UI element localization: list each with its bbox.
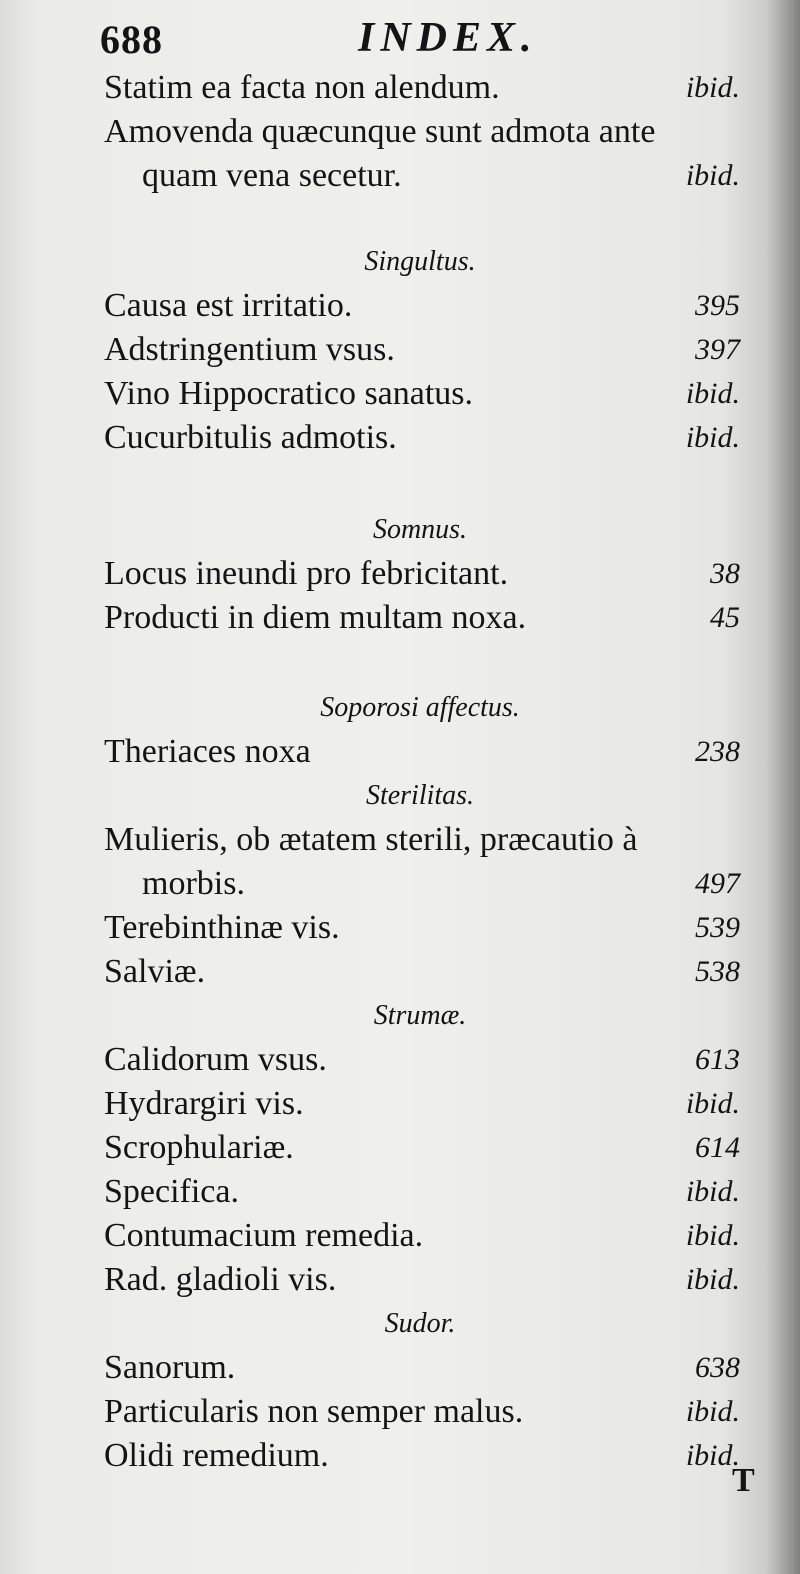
index-section-singultus [100,240,740,460]
index-section-somnus [100,508,740,640]
catchword: T [732,1462,755,1499]
running-head: INDEX. [358,15,538,61]
page-gutter-shadow [766,0,800,1574]
entry-text: Sanorum. [104,1349,236,1386]
entry-text: Statim ea facta non alendum. [104,69,500,106]
index-entry [100,596,740,640]
index-section-sterilitas [100,774,740,994]
section-heading: Soporosi affectus. [320,692,520,723]
entry-page-ref: ibid. [685,421,740,454]
entry-text: Mulieris, ob ætatem sterili, præcautio à [104,821,638,858]
index-entry [100,906,740,950]
index-entry [100,1170,740,1214]
entry-page-ref: 614 [695,1131,740,1164]
section-heading: Somnus. [372,514,468,545]
page-header [100,10,620,66]
entry-page-ref: 497 [695,867,740,900]
index-entry-continuation [100,154,740,198]
entry-text: Vino Hippocratico sanatus. [104,375,474,412]
index-section-sudor [100,1302,740,1478]
page-number: 688 [100,17,163,62]
entry-text: Specifica. [104,1173,239,1210]
entry-page-ref: 397 [695,333,740,366]
entry-page-ref: ibid. [685,159,740,192]
index-entry [100,1126,740,1170]
section-heading: Strumæ. [373,1000,467,1031]
entry-page-ref: 613 [695,1043,740,1076]
index-entry [100,818,740,862]
index-section-continuation [100,66,740,198]
index-entry-continuation [100,862,740,906]
entry-text: Particularis non semper malus. [104,1393,524,1430]
index-entry [100,284,740,328]
entry-page-ref: ibid. [685,1395,740,1428]
entry-text: Rad. gladioli vis. [104,1261,337,1298]
entry-page-ref: ibid. [685,1439,740,1472]
index-entry [100,1434,740,1478]
index-entry [100,1038,740,1082]
entry-text: Adstringentium vsus. [104,331,395,368]
index-entry [100,552,740,596]
entry-text: Scrophulariæ. [104,1129,294,1166]
index-entry [100,1214,740,1258]
entry-page-ref: 395 [695,289,740,322]
entry-page-ref: ibid. [685,71,740,104]
entry-text: Producti in diem multam noxa. [104,599,527,636]
index-entry [100,1390,740,1434]
entry-page-ref: ibid. [685,377,740,410]
index-entry [100,328,740,372]
index-entry [100,1082,740,1126]
entry-text: Salviæ. [104,953,206,990]
section-heading: Singultus. [364,246,476,277]
entry-page-ref: 539 [695,911,740,944]
index-entry [100,730,740,774]
entry-text: Causa est irritatio. [104,287,353,324]
section-heading: Sudor. [384,1308,456,1339]
index-entry [100,372,740,416]
entry-page-ref: 538 [695,955,740,988]
entry-text: Hydrargiri vis. [104,1085,304,1122]
index-entry [100,950,740,994]
entry-text: Terebinthinæ vis. [104,909,340,946]
entry-page-ref: ibid. [685,1219,740,1252]
entry-text: Cucurbitulis admotis. [104,419,397,456]
entry-text: Locus ineundi pro febricitant. [104,555,509,592]
entry-text: Theriaces noxa [104,733,311,770]
index-section-soporosi-affectus [100,686,740,774]
entry-page-ref: ibid. [685,1263,740,1296]
entry-page-ref: 38 [710,557,740,590]
entry-text: Contumacium remedia. [104,1217,424,1254]
entry-text: Calidorum vsus. [104,1041,327,1078]
index-entry [100,1258,740,1302]
entry-text: morbis. [142,865,245,902]
entry-page-ref: 45 [710,601,740,634]
entry-text: Amovenda quæcunque sunt admota ante [104,113,656,150]
index-entry [100,110,740,154]
entry-page-ref: ibid. [685,1175,740,1208]
entry-page-ref: ibid. [685,1087,740,1120]
index-section-strumae [100,994,740,1302]
index-entry [100,416,740,460]
index-entry [100,66,740,110]
entry-text: Olidi remedium. [104,1437,329,1474]
entry-page-ref: 638 [695,1351,740,1384]
section-heading: Sterilitas. [365,780,475,811]
index-entry [100,1346,740,1390]
entry-page-ref: 238 [695,735,740,768]
entry-text: quam vena secetur. [142,157,402,194]
